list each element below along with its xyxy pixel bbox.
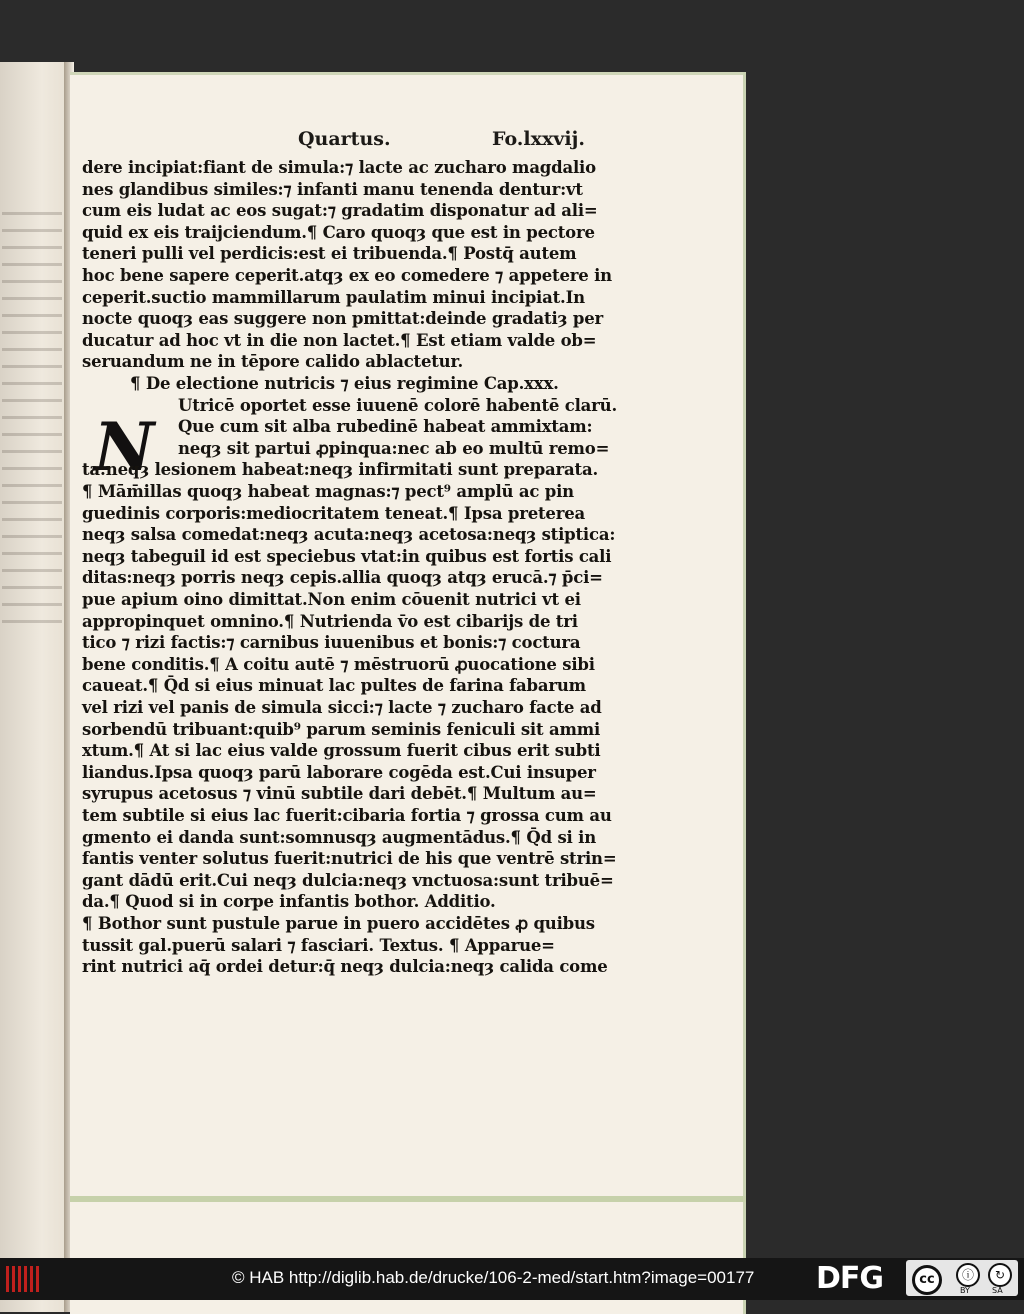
copyright-link[interactable]: © HAB http://diglib.hab.de/drucke/106-2-med/start.htm?image=00177 bbox=[232, 1268, 755, 1287]
text-line: guedinis corporis:mediocritatem teneat.¶ Ipsa preterea bbox=[82, 503, 585, 523]
sa-icon: ↻ bbox=[988, 1263, 1012, 1287]
text-line: tem subtile si eius lac fuerit:cibaria fortia ⁊ grossa cum au bbox=[82, 806, 612, 825]
text-line: xtum.¶ At si lac eius valde grossum fuerit cibus erit subti bbox=[82, 741, 601, 761]
text-line: syrupus acetosus ⁊ vinū subtile dari debēt.¶ Multum au= bbox=[82, 784, 597, 804]
footer-bar bbox=[0, 1258, 1024, 1300]
decorated-initial: N bbox=[94, 408, 155, 486]
text-line: quid ex eis traijciendum.¶ Caro quoqȝ que est in pectore bbox=[82, 222, 595, 242]
text-line: liandus.Ipsa quoqȝ parū laborare cogēda est.Cui insuper bbox=[82, 762, 596, 782]
sa-label: SA bbox=[992, 1286, 1003, 1295]
page-bottom-edge bbox=[70, 1196, 746, 1202]
dfg-logo: DFG bbox=[816, 1261, 884, 1296]
text-line: bene conditis.¶ A coitu autē ⁊ mēstruorū ꝓuocatione sibi bbox=[82, 654, 595, 674]
text-line: ta:neqȝ lesionem habeat:neqȝ infirmitati sunt preparata. bbox=[82, 460, 598, 480]
text-line: hoc bene sapere ceperit.atqȝ ex eo comedere ⁊ appetere in bbox=[82, 266, 612, 285]
text-line: ¶ Bothor sunt pustule parue in puero accidētes ꝓ quibus bbox=[82, 914, 595, 933]
text-line: dere incipiat:fiant de simula:⁊ lacte ac zucharo magdalio bbox=[82, 158, 596, 177]
text-line: ¶ De electione nutricis ⁊ eius regimine Cap.xxx. bbox=[130, 374, 559, 393]
by-icon: ⓘ bbox=[956, 1263, 980, 1287]
text-line: vel rizi vel panis de simula sicci:⁊ lacte ⁊ zucharo facte ad bbox=[82, 698, 602, 717]
text-line: gmento ei danda sunt:somnusqȝ augmentādus.¶ Q̄d si in bbox=[82, 827, 597, 847]
text-line: cum eis ludat ac eos sugat:⁊ gradatim disponatur ad ali= bbox=[82, 201, 598, 221]
text-line: nes glandibus similes:⁊ infanti manu tenenda dentur:vt bbox=[82, 179, 583, 199]
text-line: tussit gal.puerū salari ⁊ fasciari. Textus. ¶ Apparue= bbox=[82, 935, 555, 955]
text-line: ditas:neqȝ porris neqȝ cepis.allia quoqȝ atqȝ erucā.⁊ p̄ci= bbox=[82, 568, 603, 588]
cc-icon: cc bbox=[912, 1265, 942, 1295]
text-line: gant dādū erit.Cui neqȝ dulcia:neqȝ vnctuosa:sunt tribuē= bbox=[82, 870, 614, 890]
text-line: Que cum sit alba rubedinē habeat ammixtam: bbox=[178, 417, 593, 437]
text-line: sorbendū tribuant:quib⁹ parum seminis feniculi sit ammi bbox=[82, 719, 601, 739]
running-head: Quartus. bbox=[298, 128, 391, 150]
text-line: da.¶ Quod si in corpe infantis bothor. Additio. bbox=[82, 892, 496, 912]
text-line: tico ⁊ rizi factis:⁊ carnibus iuuenibus et bonis:⁊ coctura bbox=[82, 633, 581, 653]
by-label: BY bbox=[960, 1286, 970, 1295]
text-line: seruandum ne in tēpore calido ablactetur. bbox=[82, 352, 464, 372]
folio-number: Fo.lxxvij. bbox=[492, 128, 586, 150]
cc-license-badge[interactable] bbox=[906, 1260, 1018, 1296]
text-line: appropinquet omnino.¶ Nutrienda v̄o est cibarijs de tri bbox=[82, 611, 578, 631]
previous-page-edge bbox=[0, 62, 70, 1312]
text-line: ceperit.suctio mammillarum paulatim minui incipiat.In bbox=[82, 287, 585, 307]
text-line: rint nutrici aq̄ ordei detur:q̄ neqȝ dulcia:neqȝ calida come bbox=[82, 957, 608, 977]
text-line: teneri pulli vel perdicis:est ei tribuenda.¶ Postq̄ autem bbox=[82, 244, 577, 264]
text-line: fantis venter solutus fuerit:nutrici de his que ventrē strin= bbox=[82, 849, 617, 869]
text-line: neqȝ salsa comedat:neqȝ acuta:neqȝ acetosa:neqȝ stiptica: bbox=[82, 525, 616, 545]
text-line: ¶ Mām̄illas quoqȝ habeat magnas:⁊ pect⁹ amplū ac pin bbox=[82, 482, 574, 501]
text-line: nocte quoqȝ eas suggere non pmittat:deinde gradatiȝ per bbox=[82, 309, 604, 329]
hab-logo-icon bbox=[6, 1266, 44, 1292]
text-line: caueat.¶ Q̄d si eius minuat lac pultes de farina fabarum bbox=[82, 676, 586, 696]
text-line: neqȝ tabeguil id est speciebus vtat:in quibus est fortis cali bbox=[82, 546, 612, 566]
text-line: Utricē oportet esse iuuenē colorē habentē clarū. bbox=[178, 395, 617, 415]
text-line: ducatur ad hoc vt in die non lactet.¶ Est etiam valde ob= bbox=[82, 330, 597, 350]
text-line: pue apium oino dimittat.Non enim cōuenit nutrici vt ei bbox=[82, 590, 581, 609]
text-line: neqȝ sit partui ꝓpinqua:nec ab eo multū remo= bbox=[178, 438, 610, 458]
